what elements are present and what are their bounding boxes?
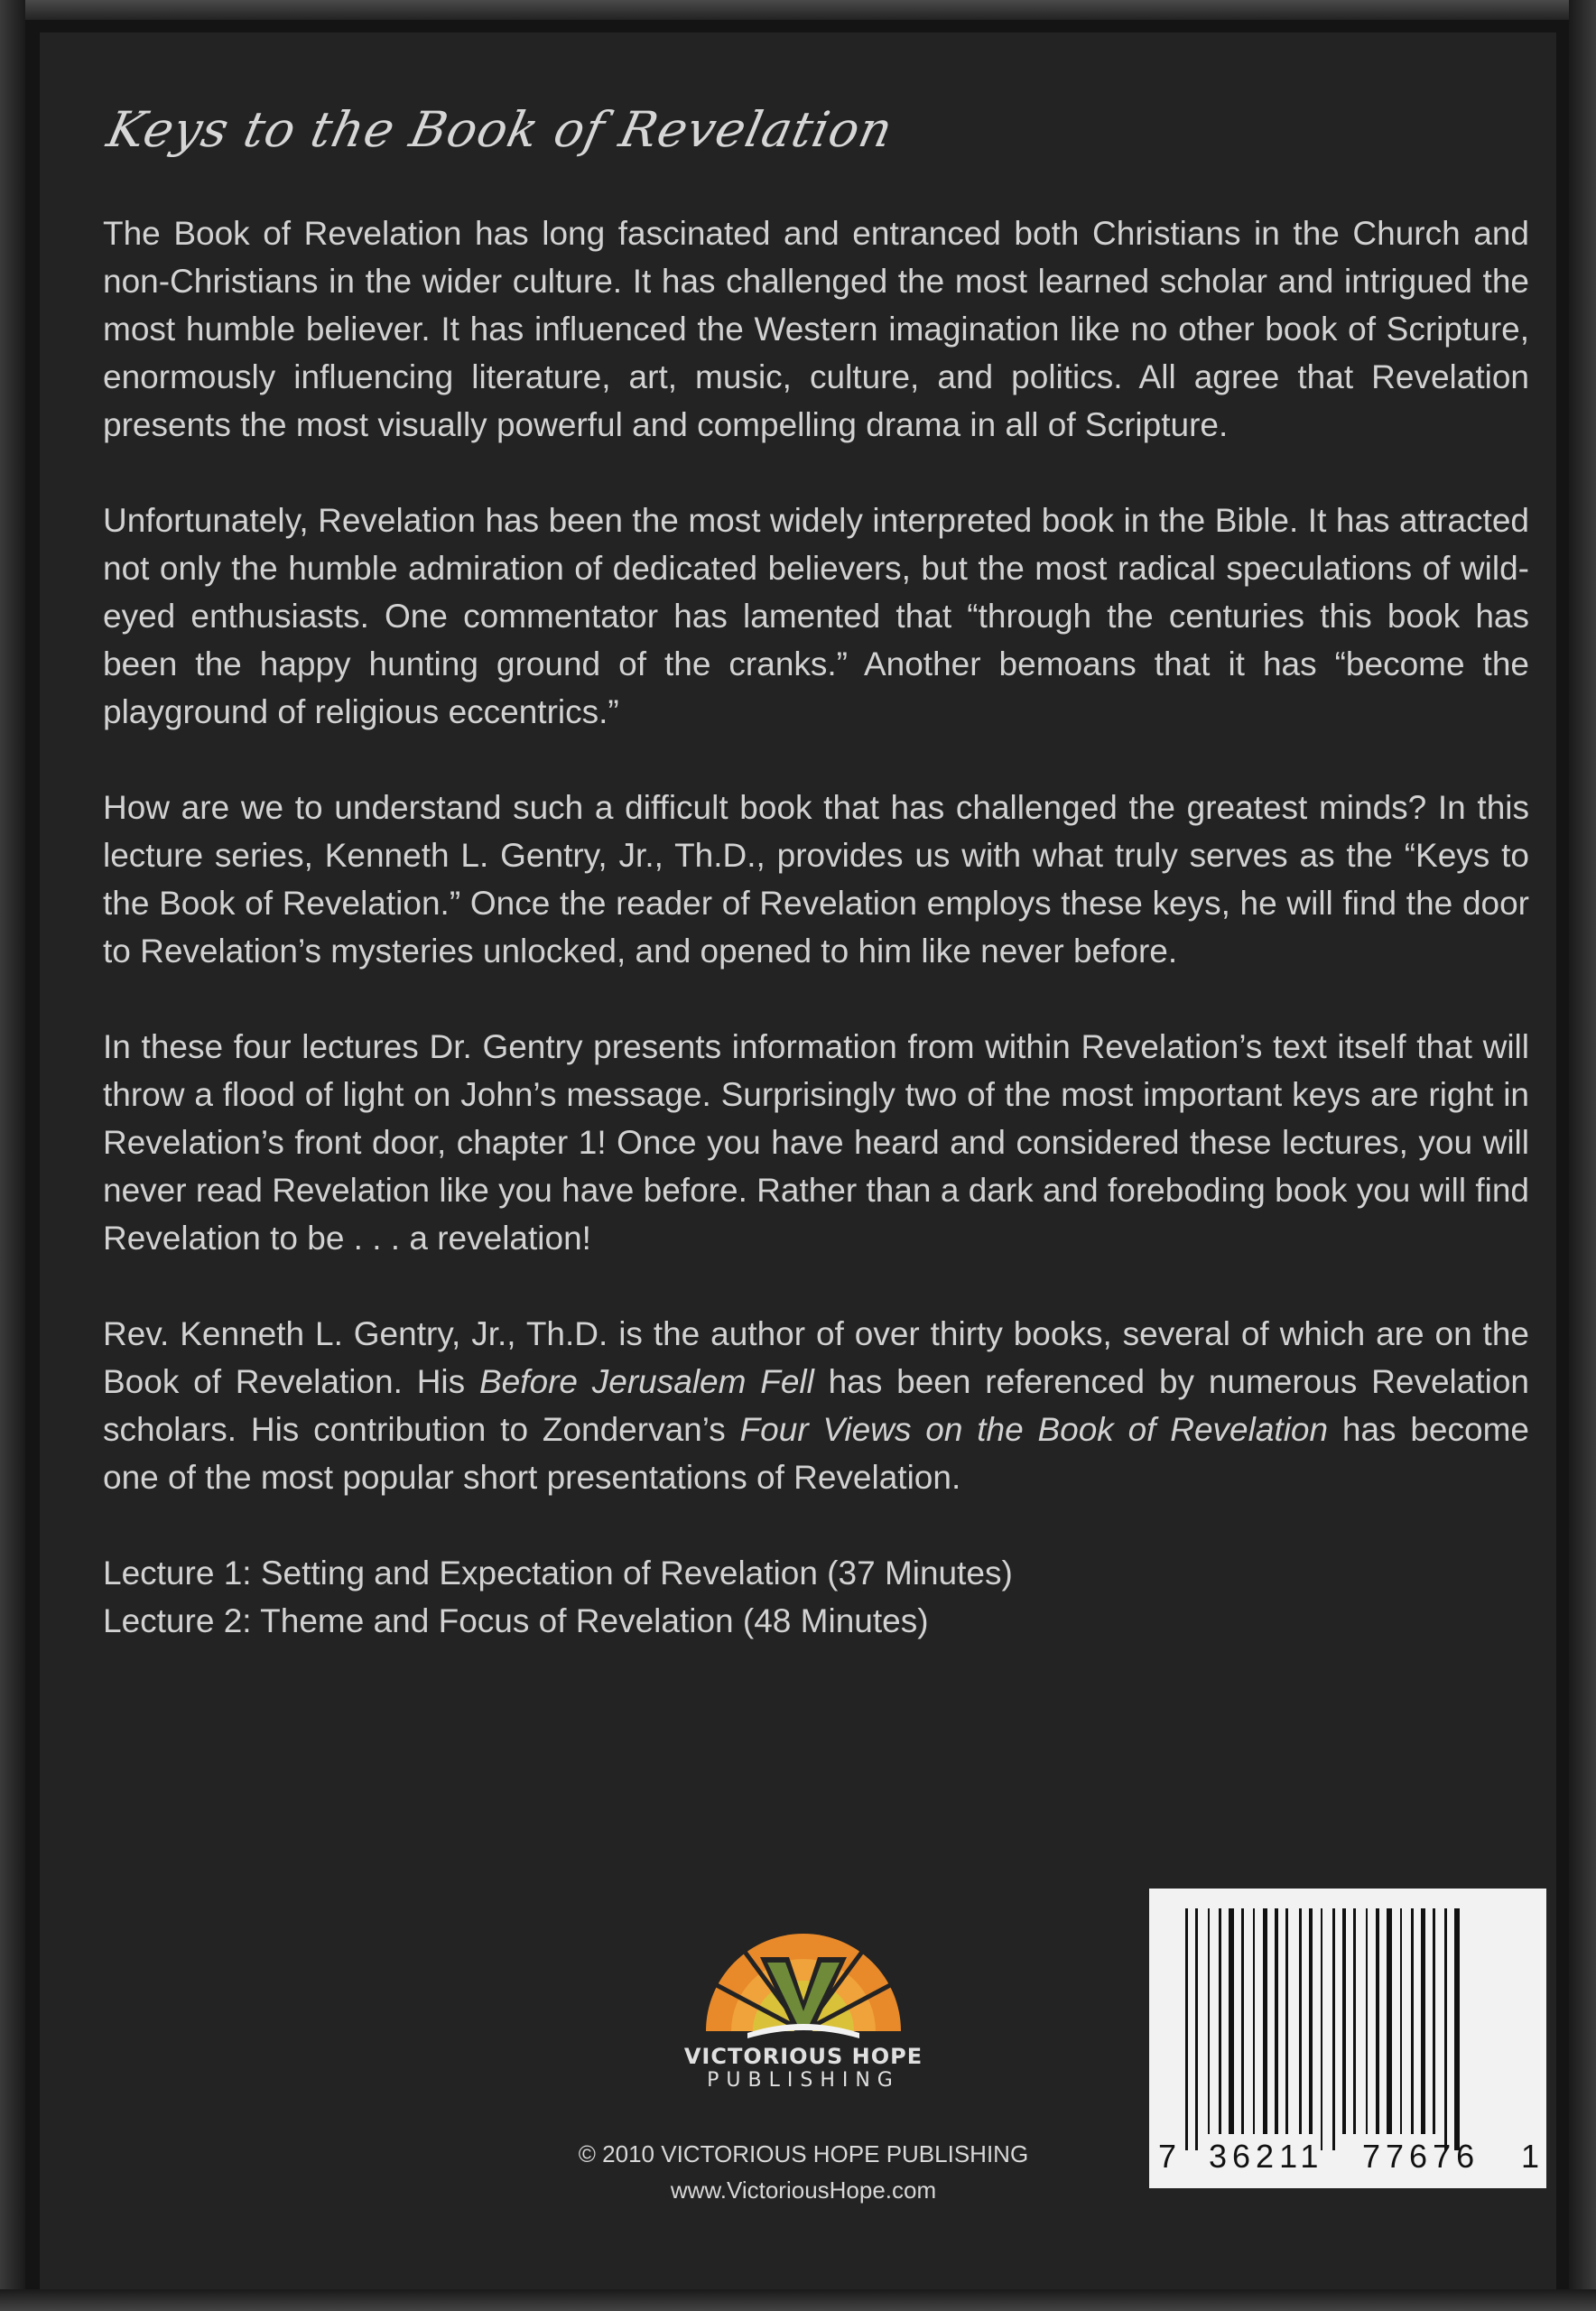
barcode-bar	[1208, 1908, 1210, 2134]
barcode-bar	[1275, 1908, 1278, 2134]
barcode-bar	[1353, 1908, 1356, 2134]
paragraph-interpretation: Unfortunately, Revelation has been the most widely interpreted book in the Bible. It has attracted not only the humble admiration of dedicated believers, but the most radical speculations of wild-eyed enthusiasts. One commentator has lamented that “through the centuries this book has been the happy hunting ground of the cranks.” Another bemoans that it has “become the playground of religious eccentrics.”	[103, 502, 1529, 730]
case-rim-top	[0, 0, 1596, 20]
paragraph-intro: The Book of Revelation has long fascinated and entranced both Christians in the Church and non-Christians in the wider culture. It has challenged the most learned scholar and intrigued the most humble believer. It has influenced the Western imagination like no other book of Scripture, enormously influencing literature, art, music, culture, and politics. All agree that Revelation presents the most visually powerful and compelling drama in all of Scripture.	[103, 215, 1529, 443]
bio-text-1: Rev. Kenneth L. Gentry, Jr., Th.D. is the author of over thirty books, several of which are on the Book of Revelation. His	[103, 1315, 1529, 1400]
barcode-bar	[1185, 1908, 1188, 2150]
barcode-bar	[1454, 1908, 1460, 2150]
barcode-bar	[1229, 1908, 1234, 2134]
book-title-before-jerusalem-fell: Before Jerusalem Fell	[478, 1363, 814, 1400]
barcode-bar	[1400, 1908, 1402, 2134]
barcode-bar	[1309, 1908, 1313, 2134]
book-title-four-views: Four Views on the Book of Revelation	[739, 1411, 1329, 1448]
publisher-logo-icon	[697, 1921, 910, 2040]
barcode-bar	[1376, 1908, 1379, 2134]
publisher-subname: PUBLISHING	[707, 2069, 900, 2092]
barcode-bar	[1444, 1908, 1447, 2150]
publisher-block	[542, 1921, 1065, 2206]
paragraph-lectures-summary: In these four lectures Dr. Gentry presents information from within Revelation’s text itself that will throw a flood of light on John’s message. Surprisingly two of the most important keys are right in Revelation’s front door, chapter 1! Once you have heard and considered these lectures, you will never read Revelation like you have before. Rather than a dark and foreboding book you will find Revelation to be . . . a revelation!	[103, 1028, 1529, 1257]
barcode-bar	[1321, 1908, 1322, 2150]
lecture-item: Lecture 1: Setting and Expectation of Revelation (37 Minutes)	[103, 1555, 1013, 1592]
barcode-bar	[1263, 1908, 1267, 2134]
barcode-bar	[1387, 1908, 1392, 2134]
lecture-item: Lecture 2: Theme and Focus of Revelation (48 Minutes)	[103, 1602, 929, 1639]
barcode-right-digit: 1	[1521, 2138, 1540, 2175]
barcode-bar	[1219, 1908, 1221, 2134]
barcode-bar	[1332, 1908, 1335, 2150]
barcode-bar	[1411, 1908, 1414, 2134]
barcode-bar	[1253, 1908, 1255, 2134]
barcode-bar	[1433, 1908, 1435, 2134]
page-title: Keys to the Book of Revelation	[102, 101, 898, 158]
barcode-bar	[1241, 1908, 1244, 2134]
case-rim-right	[1569, 0, 1596, 2311]
bio-text-2: has been referenced by numerous Revelation scholars. His contribution to Zondervan’s	[103, 1363, 1529, 1448]
lecture-list	[103, 1549, 1529, 1645]
barcode-bar	[1299, 1908, 1302, 2134]
paragraph-author-bio	[103, 1310, 1529, 1501]
barcode-group-2: 77676	[1362, 2138, 1480, 2175]
upc-barcode	[1149, 1889, 1546, 2188]
case-rim-left	[0, 0, 25, 2311]
barcode-bar	[1421, 1908, 1425, 2134]
barcode-bar	[1366, 1908, 1368, 2134]
copyright-notice: © 2010 VICTORIOUS HOPE PUBLISHING	[578, 2140, 1029, 2167]
barcode-bar	[1342, 1908, 1346, 2134]
publisher-name: VICTORIOUS HOPE	[683, 2044, 923, 2069]
description-body	[103, 209, 1529, 1645]
bio-text-3: has become one of the most popular short presentations of Revelation.	[103, 1411, 1529, 1496]
case-rim-bottom	[0, 2289, 1596, 2311]
barcode-bar	[1195, 1908, 1198, 2150]
barcode-bar	[1285, 1908, 1288, 2134]
barcode-group-1: 36211	[1209, 2138, 1324, 2175]
barcode-left-digit: 7	[1158, 2138, 1177, 2175]
publisher-website: www.VictoriousHope.com	[670, 2176, 937, 2204]
paragraph-keys: How are we to understand such a difficult book that has challenged the greatest minds? In this lecture series, Kenneth L. Gentry, Jr., Th.D., provides us with what truly serves as the “Keys to the Book of Revelation.” Once the reader of Revelation employs these keys, he will find the door to Revelation’s mysteries unlocked, and opened to him like never before.	[103, 789, 1529, 970]
